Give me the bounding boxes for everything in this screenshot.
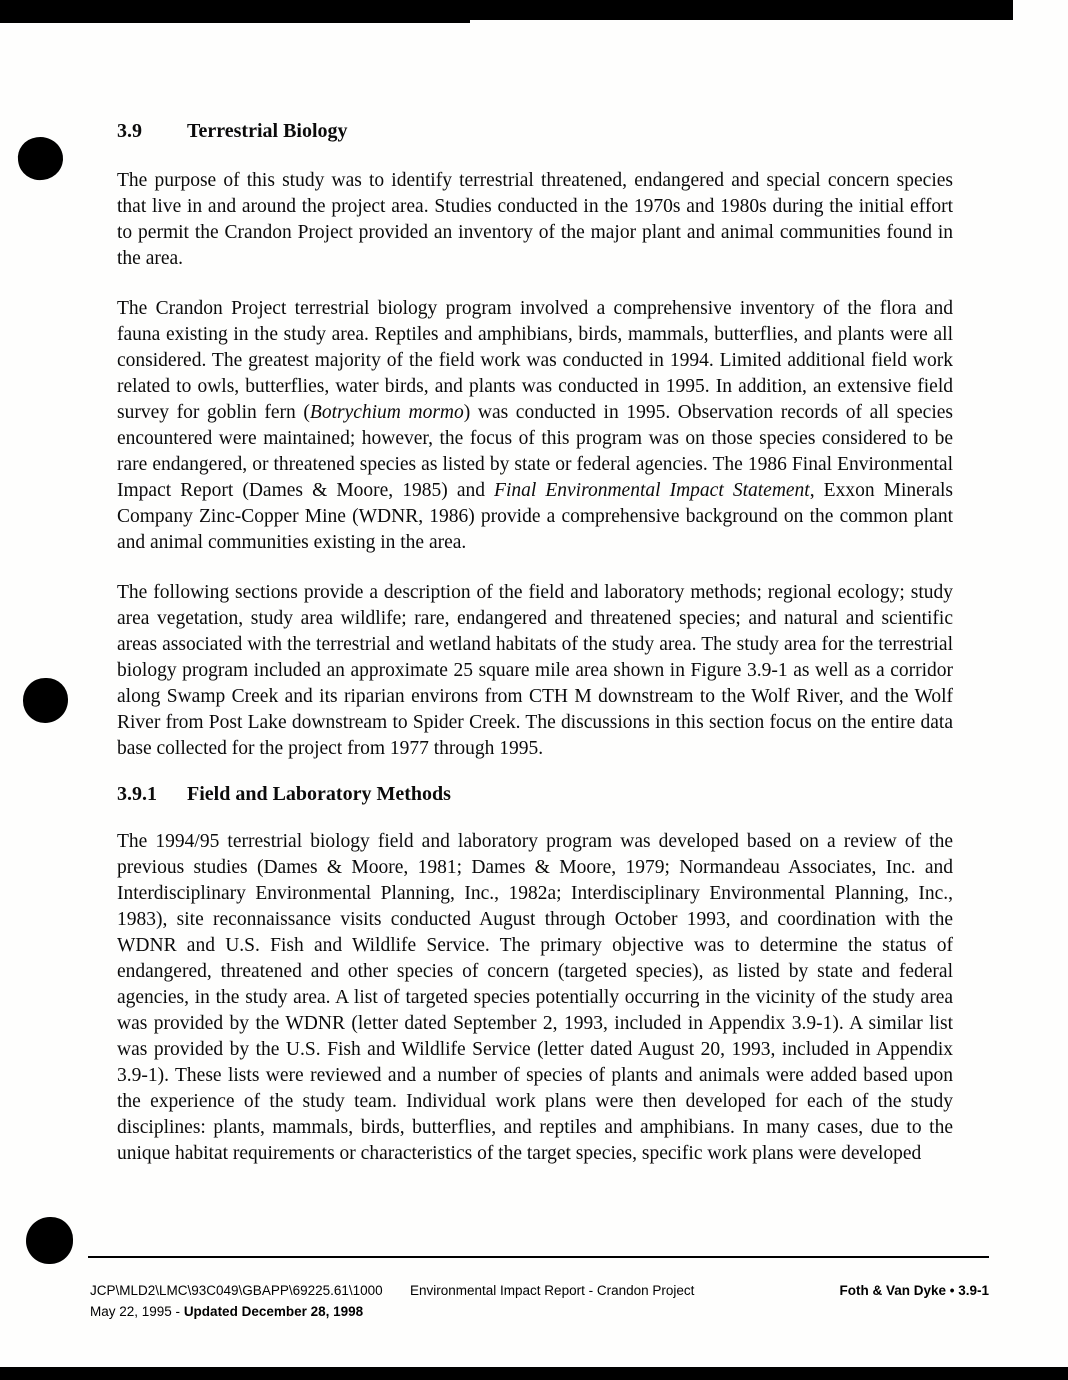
footer-date-line [90, 1301, 410, 1322]
page-footer [90, 1280, 989, 1322]
hole-punch-mark [15, 134, 66, 183]
hole-punch-mark [26, 1217, 73, 1264]
section-title: Terrestrial Biology [187, 120, 348, 142]
footer-divider [88, 1256, 989, 1258]
section-heading-3-9 [117, 118, 953, 144]
paragraph: The 1994/95 terrestrial biology field and laboratory program was developed based on a review of the previous studies (Dames & Moore, 1981; Dames & Moore, 1979; Normandeau Associates, Inc. and Interdisciplinary Environmental Planning, Inc., 1982a; Interdisciplinary Environmental Planning, Inc., 1983), site reconnaissance visits conducted August through October 1993, and coordination with the WDNR and U.S. Fish and Wildlife Service. The primary objective was to determine the status of endangered, threatened and other species of concern (targeted species), as listed by state and federal agencies, in the study area. A list of targeted species potentially occurring in the vicinity of the study area was provided by the WDNR (letter dated September 2, 1993, included in Appendix 3.9-1). A similar list was provided by the U.S. Fish and Wildlife Service (letter dated August 20, 1993, included in Appendix 3.9-1). These lists were reviewed and a number of species of plants and animals were added based upon the experience of the study team. Individual work plans were then developed for each of the study disciplines: plants, mammals, birds, butterflies, and reptiles and amphibians. In many cases, due to the unique habitat requirements or characteristics of the target species, specific work plans were developed [117, 831, 953, 1164]
footer-page-number: Foth & Van Dyke • 3.9-1 [839, 1283, 989, 1298]
footer-date-prefix: May 22, 1995 - [90, 1304, 184, 1319]
section-number: 3.9.1 [117, 783, 157, 805]
scan-artifact-bottom-bar [0, 1367, 1068, 1380]
document-body [117, 118, 953, 1167]
section-number: 3.9 [117, 120, 142, 142]
section-heading-3-9-1 [117, 781, 953, 807]
hole-punch-mark [23, 678, 68, 723]
footer-file-path: JCP\MLD2\LMC\93C049\GBAPP\69225.61\1000 [90, 1283, 383, 1298]
paragraph: The Crandon Project terrestrial biology program involved a comprehensive inventory of the flora and fauna existing in the study area. Reptiles and amphibians, birds, mammals, butterflies, and plants were all considered. The greatest majority of the field work was conducted in 1994. Limited additional field work related to owls, butterflies, water birds, and plants was conducted in 1995. In addition, an extensive field survey for goblin fern (Botrychium mormo) was conducted in 1995. Observation records of all species encountered were maintained; however, the focus of this program was on those species considered to be rare endangered, or threatened species as listed by state or federal agencies. The 1986 Final Environmental Impact Report (Dames & Moore, 1985) and Final Environmental Impact Statement, Exxon Minerals Company Zinc-Copper Mine (WDNR, 1986) provide a comprehensive background on the common plant and animal communities existing in the area. [117, 298, 953, 553]
section-title: Field and Laboratory Methods [187, 783, 451, 805]
paragraph: The following sections provide a description of the field and laboratory methods; regional ecology; study area vegetation, study area wildlife; rare, endangered and threatened species; and natural and scientific areas associated with the terrestrial and wetland habitats of the study area. The study area for the terrestrial biology program included an approximate 25 square mile area shown in Figure 3.9-1 as well as a corridor along Swamp Creek and its riparian environs from CTH M downstream to the Wolf River, and the Wolf River from Post Lake downstream to Spider Creek. The discussions in this section focus on the entire data base collected for the project from 1977 through 1995. [117, 582, 953, 759]
footer-document-title: Environmental Impact Report - Crandon Project [410, 1283, 695, 1298]
footer-left-block [90, 1280, 410, 1322]
footer-date-updated: Updated December 28, 1998 [183, 1304, 364, 1319]
paragraph: The purpose of this study was to identify terrestrial threatened, endangered and special concern species that live in and around the project area. Studies conducted in the 1970s and 1980s during the initial effort to permit the Crandon Project provided an inventory of the major plant and animal communities found in the area. [117, 170, 953, 269]
scan-artifact-top-bar [0, 0, 1013, 20]
